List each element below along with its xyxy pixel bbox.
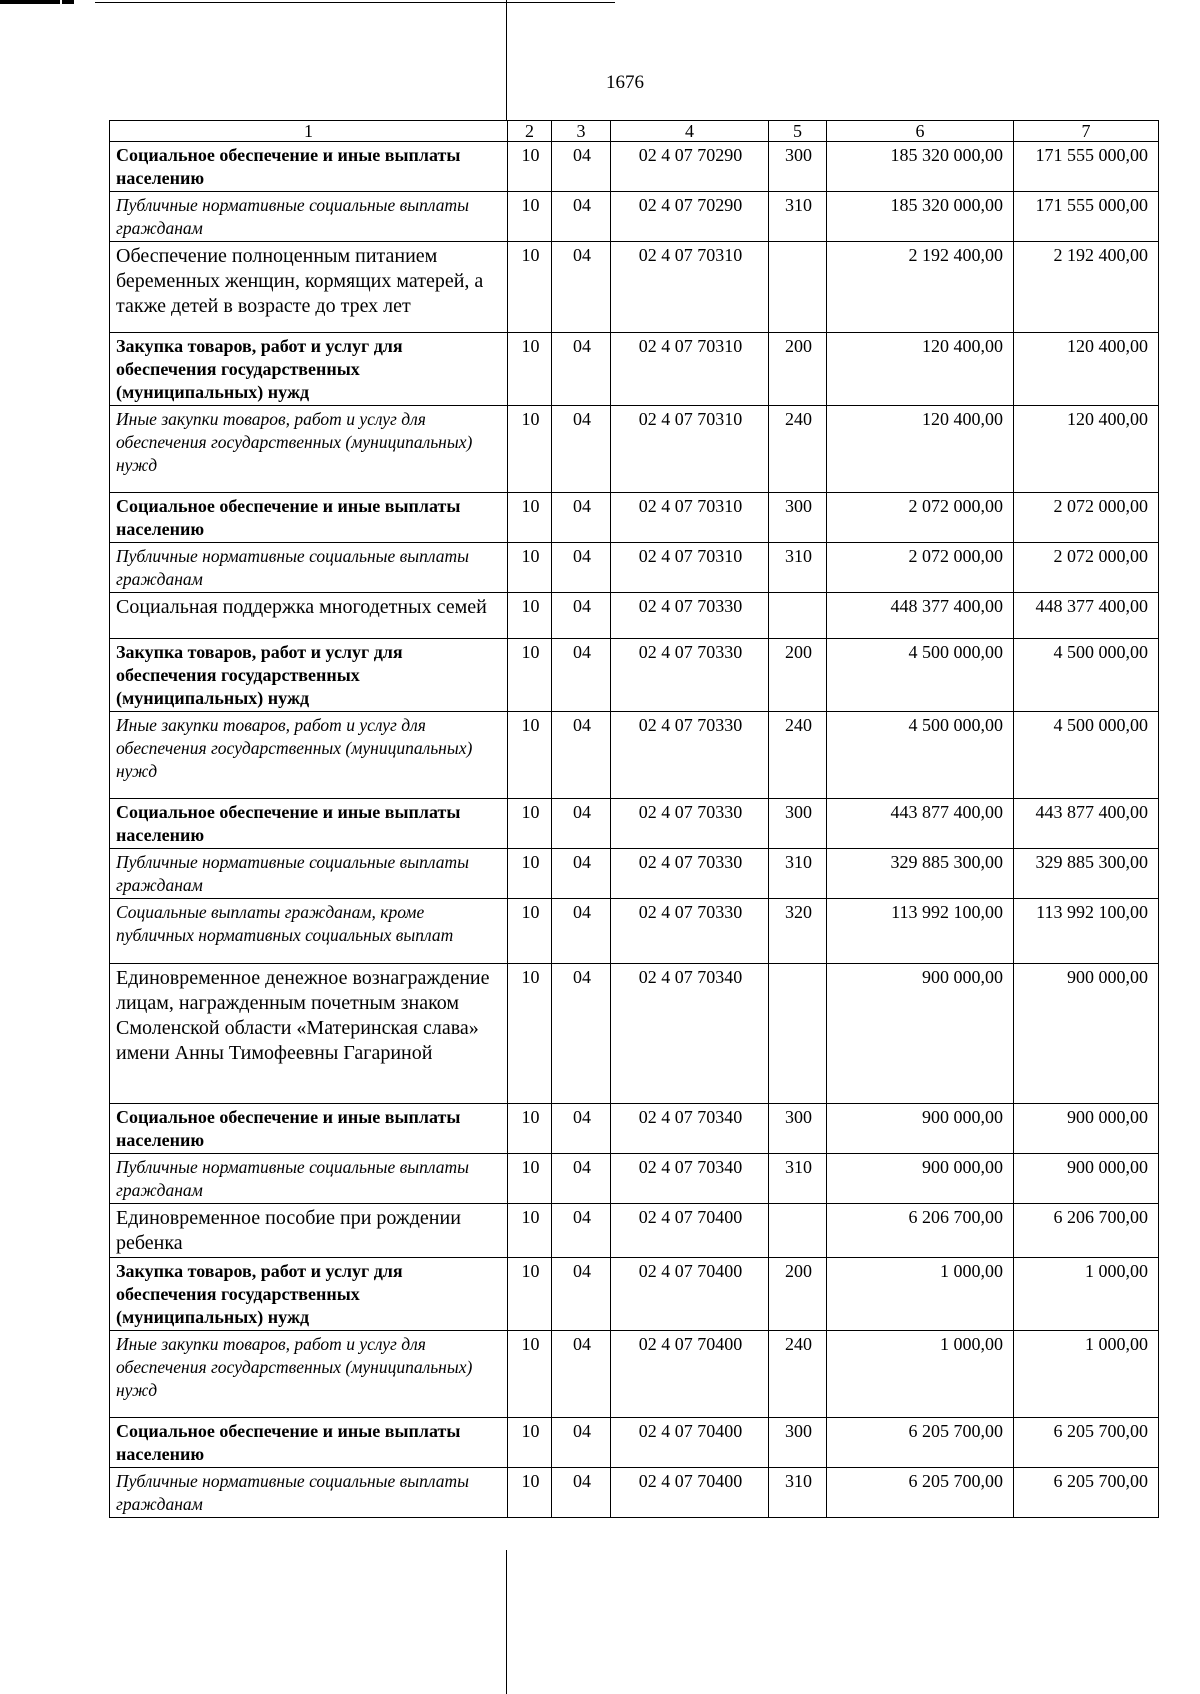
table-row <box>110 1204 1159 1258</box>
column-header: 2 <box>508 121 552 142</box>
amount-year-1: 2 192 400,00 <box>827 242 1014 333</box>
expense-type-code <box>769 1204 827 1258</box>
amount-year-1: 6 206 700,00 <box>827 1204 1014 1258</box>
amount-year-1: 4 500 000,00 <box>827 639 1014 712</box>
expense-type-code: 310 <box>769 849 827 899</box>
table-row <box>110 333 1159 406</box>
row-name: Иные закупки товаров, работ и услуг для обеспечения государственных (муниципальных) нужд <box>110 406 508 493</box>
column-header: 5 <box>769 121 827 142</box>
section-code: 10 <box>508 899 552 964</box>
amount-year-1: 4 500 000,00 <box>827 712 1014 799</box>
amount-year-2: 900 000,00 <box>1014 1154 1159 1204</box>
table-row <box>110 493 1159 543</box>
amount-year-1: 448 377 400,00 <box>827 593 1014 639</box>
subsection-code: 04 <box>552 406 611 493</box>
row-name: Социальное обеспечение и иные выплаты населению <box>110 142 508 192</box>
target-article-code: 02 4 07 70290 <box>611 192 769 242</box>
section-code: 10 <box>508 493 552 543</box>
column-header: 7 <box>1014 121 1159 142</box>
subsection-code: 04 <box>552 899 611 964</box>
target-article-code: 02 4 07 70310 <box>611 543 769 593</box>
expense-type-code: 300 <box>769 1104 827 1154</box>
row-name: Единовременное денежное вознаграждение лицам, награжденным почетным знаком Смоленской области «Материнская слава» имени Анны Тимофеевны Гагариной <box>110 964 508 1104</box>
table-row <box>110 192 1159 242</box>
column-header: 6 <box>827 121 1014 142</box>
subsection-code: 04 <box>552 1418 611 1468</box>
table-row <box>110 712 1159 799</box>
table-row <box>110 849 1159 899</box>
amount-year-2: 120 400,00 <box>1014 333 1159 406</box>
amount-year-1: 2 072 000,00 <box>827 543 1014 593</box>
section-code: 10 <box>508 1104 552 1154</box>
subsection-code: 04 <box>552 593 611 639</box>
page-number: 1676 <box>606 72 644 93</box>
table-row <box>110 242 1159 333</box>
subsection-code: 04 <box>552 242 611 333</box>
table-row <box>110 1468 1159 1518</box>
amount-year-1: 900 000,00 <box>827 1154 1014 1204</box>
target-article-code: 02 4 07 70290 <box>611 142 769 192</box>
row-name: Публичные нормативные социальные выплаты гражданам <box>110 1468 508 1518</box>
table-row <box>110 1154 1159 1204</box>
expense-type-code: 300 <box>769 493 827 543</box>
column-header: 1 <box>110 121 508 142</box>
row-name: Социальное обеспечение и иные выплаты населению <box>110 493 508 543</box>
expense-type-code: 310 <box>769 543 827 593</box>
expense-type-code: 200 <box>769 1258 827 1331</box>
table-row <box>110 543 1159 593</box>
budget-table <box>109 120 1159 1518</box>
section-code: 10 <box>508 849 552 899</box>
expense-type-code: 240 <box>769 1331 827 1418</box>
amount-year-1: 185 320 000,00 <box>827 142 1014 192</box>
amount-year-2: 4 500 000,00 <box>1014 712 1159 799</box>
target-article-code: 02 4 07 70310 <box>611 406 769 493</box>
expense-type-code: 300 <box>769 799 827 849</box>
target-article-code: 02 4 07 70400 <box>611 1468 769 1518</box>
row-name: Социальные выплаты гражданам, кроме публичных нормативных социальных выплат <box>110 899 508 964</box>
amount-year-1: 1 000,00 <box>827 1331 1014 1418</box>
subsection-code: 04 <box>552 543 611 593</box>
table-body <box>110 121 1159 1518</box>
row-name: Социальное обеспечение и иные выплаты населению <box>110 1104 508 1154</box>
row-name: Социальное обеспечение и иные выплаты населению <box>110 799 508 849</box>
section-code: 10 <box>508 1468 552 1518</box>
subsection-code: 04 <box>552 964 611 1104</box>
amount-year-2: 329 885 300,00 <box>1014 849 1159 899</box>
table-row <box>110 964 1159 1104</box>
row-name: Публичные нормативные социальные выплаты гражданам <box>110 1154 508 1204</box>
target-article-code: 02 4 07 70310 <box>611 333 769 406</box>
binding-line-top <box>506 0 507 120</box>
amount-year-2: 443 877 400,00 <box>1014 799 1159 849</box>
target-article-code: 02 4 07 70340 <box>611 964 769 1104</box>
amount-year-1: 1 000,00 <box>827 1258 1014 1331</box>
subsection-code: 04 <box>552 1258 611 1331</box>
subsection-code: 04 <box>552 493 611 543</box>
amount-year-2: 900 000,00 <box>1014 1104 1159 1154</box>
expense-type-code: 200 <box>769 639 827 712</box>
target-article-code: 02 4 07 70330 <box>611 849 769 899</box>
target-article-code: 02 4 07 70330 <box>611 593 769 639</box>
expense-type-code <box>769 593 827 639</box>
expense-type-code: 310 <box>769 1468 827 1518</box>
table-row <box>110 406 1159 493</box>
target-article-code: 02 4 07 70310 <box>611 242 769 333</box>
amount-year-2: 1 000,00 <box>1014 1258 1159 1331</box>
row-name: Закупка товаров, работ и услуг для обеспечения государственных (муниципальных) нужд <box>110 1258 508 1331</box>
amount-year-1: 443 877 400,00 <box>827 799 1014 849</box>
section-code: 10 <box>508 543 552 593</box>
amount-year-1: 6 205 700,00 <box>827 1468 1014 1518</box>
expense-type-code: 300 <box>769 1418 827 1468</box>
row-name: Публичные нормативные социальные выплаты гражданам <box>110 543 508 593</box>
scan-artifact-top-rule <box>95 2 615 3</box>
subsection-code: 04 <box>552 1204 611 1258</box>
row-name: Иные закупки товаров, работ и услуг для обеспечения государственных (муниципальных) нужд <box>110 1331 508 1418</box>
amount-year-1: 113 992 100,00 <box>827 899 1014 964</box>
section-code: 10 <box>508 333 552 406</box>
expense-type-code: 300 <box>769 142 827 192</box>
table-row <box>110 1331 1159 1418</box>
target-article-code: 02 4 07 70330 <box>611 712 769 799</box>
table-row <box>110 639 1159 712</box>
section-code: 10 <box>508 192 552 242</box>
amount-year-2: 4 500 000,00 <box>1014 639 1159 712</box>
table-row <box>110 1104 1159 1154</box>
section-code: 10 <box>508 1418 552 1468</box>
row-name: Публичные нормативные социальные выплаты гражданам <box>110 192 508 242</box>
section-code: 10 <box>508 142 552 192</box>
target-article-code: 02 4 07 70400 <box>611 1418 769 1468</box>
amount-year-2: 448 377 400,00 <box>1014 593 1159 639</box>
section-code: 10 <box>508 712 552 799</box>
amount-year-2: 6 206 700,00 <box>1014 1204 1159 1258</box>
amount-year-1: 2 072 000,00 <box>827 493 1014 543</box>
target-article-code: 02 4 07 70310 <box>611 493 769 543</box>
scan-artifact-top-left-dash <box>62 0 74 4</box>
section-code: 10 <box>508 593 552 639</box>
amount-year-1: 900 000,00 <box>827 1104 1014 1154</box>
amount-year-1: 185 320 000,00 <box>827 192 1014 242</box>
target-article-code: 02 4 07 70340 <box>611 1154 769 1204</box>
target-article-code: 02 4 07 70330 <box>611 799 769 849</box>
amount-year-1: 120 400,00 <box>827 406 1014 493</box>
amount-year-1: 6 205 700,00 <box>827 1418 1014 1468</box>
subsection-code: 04 <box>552 849 611 899</box>
amount-year-2: 171 555 000,00 <box>1014 142 1159 192</box>
target-article-code: 02 4 07 70340 <box>611 1104 769 1154</box>
subsection-code: 04 <box>552 192 611 242</box>
expense-type-code: 240 <box>769 406 827 493</box>
table-row <box>110 593 1159 639</box>
amount-year-2: 900 000,00 <box>1014 964 1159 1104</box>
expense-type-code: 310 <box>769 1154 827 1204</box>
subsection-code: 04 <box>552 142 611 192</box>
amount-year-2: 120 400,00 <box>1014 406 1159 493</box>
subsection-code: 04 <box>552 639 611 712</box>
amount-year-2: 2 072 000,00 <box>1014 543 1159 593</box>
table-row <box>110 142 1159 192</box>
target-article-code: 02 4 07 70400 <box>611 1331 769 1418</box>
row-name: Социальная поддержка многодетных семей <box>110 593 508 639</box>
section-code: 10 <box>508 1154 552 1204</box>
amount-year-2: 1 000,00 <box>1014 1331 1159 1418</box>
subsection-code: 04 <box>552 712 611 799</box>
scan-artifact-top-left <box>0 0 60 4</box>
subsection-code: 04 <box>552 799 611 849</box>
row-name: Публичные нормативные социальные выплаты гражданам <box>110 849 508 899</box>
row-name: Закупка товаров, работ и услуг для обеспечения государственных (муниципальных) нужд <box>110 639 508 712</box>
table-row <box>110 899 1159 964</box>
row-name: Закупка товаров, работ и услуг для обеспечения государственных (муниципальных) нужд <box>110 333 508 406</box>
target-article-code: 02 4 07 70400 <box>611 1258 769 1331</box>
row-name: Обеспечение полноценным питанием беременных женщин, кормящих матерей, а также детей в возрасте до трех лет <box>110 242 508 333</box>
table-row <box>110 1418 1159 1468</box>
subsection-code: 04 <box>552 1331 611 1418</box>
section-code: 10 <box>508 1258 552 1331</box>
section-code: 10 <box>508 639 552 712</box>
subsection-code: 04 <box>552 1468 611 1518</box>
amount-year-2: 6 205 700,00 <box>1014 1418 1159 1468</box>
section-code: 10 <box>508 406 552 493</box>
target-article-code: 02 4 07 70400 <box>611 1204 769 1258</box>
expense-type-code <box>769 964 827 1104</box>
section-code: 10 <box>508 242 552 333</box>
row-name: Единовременное пособие при рождении ребенка <box>110 1204 508 1258</box>
row-name: Социальное обеспечение и иные выплаты населению <box>110 1418 508 1468</box>
expense-type-code: 310 <box>769 192 827 242</box>
subsection-code: 04 <box>552 1104 611 1154</box>
table-row <box>110 1258 1159 1331</box>
amount-year-1: 120 400,00 <box>827 333 1014 406</box>
expense-type-code: 200 <box>769 333 827 406</box>
amount-year-1: 329 885 300,00 <box>827 849 1014 899</box>
section-code: 10 <box>508 964 552 1104</box>
amount-year-2: 2 072 000,00 <box>1014 493 1159 543</box>
section-code: 10 <box>508 1204 552 1258</box>
section-code: 10 <box>508 1331 552 1418</box>
amount-year-2: 113 992 100,00 <box>1014 899 1159 964</box>
binding-line-bottom <box>506 1550 507 1694</box>
amount-year-2: 6 205 700,00 <box>1014 1468 1159 1518</box>
amount-year-1: 900 000,00 <box>827 964 1014 1104</box>
expense-type-code <box>769 242 827 333</box>
section-code: 10 <box>508 799 552 849</box>
row-name: Иные закупки товаров, работ и услуг для обеспечения государственных (муниципальных) нужд <box>110 712 508 799</box>
column-header: 3 <box>552 121 611 142</box>
amount-year-2: 2 192 400,00 <box>1014 242 1159 333</box>
header-row <box>110 121 1159 142</box>
target-article-code: 02 4 07 70330 <box>611 639 769 712</box>
table-row <box>110 799 1159 849</box>
subsection-code: 04 <box>552 333 611 406</box>
subsection-code: 04 <box>552 1154 611 1204</box>
expense-type-code: 320 <box>769 899 827 964</box>
target-article-code: 02 4 07 70330 <box>611 899 769 964</box>
amount-year-2: 171 555 000,00 <box>1014 192 1159 242</box>
expense-type-code: 240 <box>769 712 827 799</box>
column-header: 4 <box>611 121 769 142</box>
